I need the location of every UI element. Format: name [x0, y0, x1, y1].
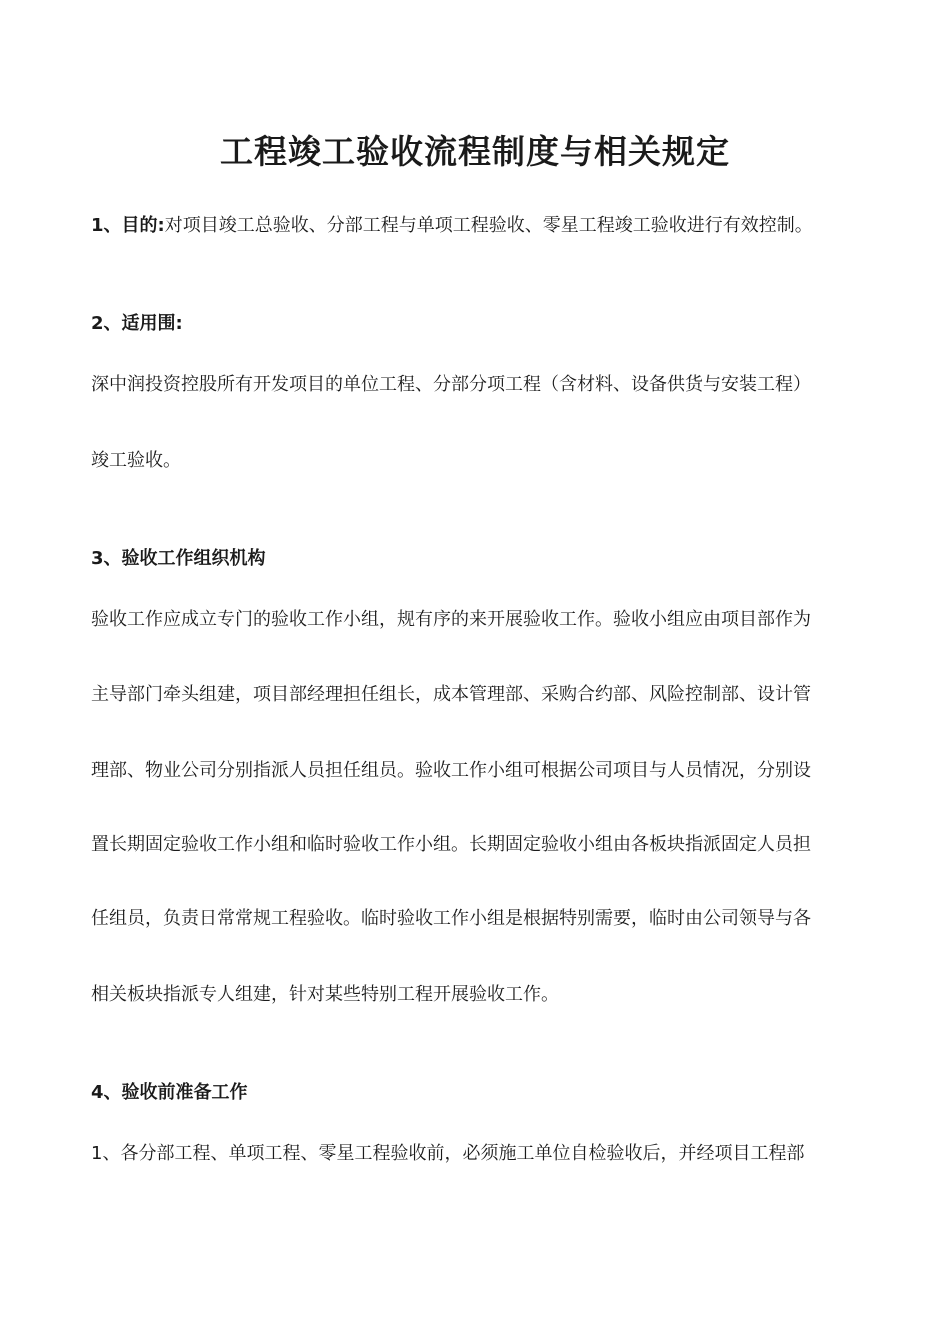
purpose-text: 对项目竣工总验收、分部工程与单项工程验收、零星工程竣工验收进行有效控制。 [164, 215, 813, 236]
preparation-heading: 4、验收前准备工作 [91, 1082, 248, 1103]
scope-line: 竣工验收。 [91, 450, 181, 471]
scope-line: 深中润投资控股所有开发项目的单位工程、分部分项工程（含材料、设备供货与安装工程） [91, 374, 811, 395]
organization-line: 任组员，负责日常常规工程验收。临时验收工作小组是根据特别需要，临时由公司领导与各 [91, 908, 811, 929]
purpose-label: 1、目的: [91, 215, 165, 236]
organization-heading: 3、验收工作组织机构 [91, 548, 266, 569]
purpose-paragraph [91, 211, 881, 241]
organization-line: 理部、物业公司分别指派人员担任组员。验收工作小组可根据公司项目与人员情况，分别设 [91, 760, 811, 781]
document-title: 工程竣工验收流程制度与相关规定 [220, 132, 730, 171]
preparation-line: 1、各分部工程、单项工程、零星工程验收前，必须施工单位自检验收后，并经项目工程部 [91, 1143, 805, 1164]
organization-line: 相关板块指派专人组建，针对某些特别工程开展验收工作。 [91, 984, 559, 1005]
organization-line: 置长期固定验收工作小组和临时验收工作小组。长期固定验收小组由各板块指派固定人员担 [91, 834, 811, 855]
organization-line: 验收工作应成立专门的验收工作小组，规有序的来开展验收工作。验收小组应由项目部作为 [91, 609, 811, 630]
organization-line: 主导部门牵头组建，项目部经理担任组长，成本管理部、采购合约部、风险控制部、设计管 [91, 684, 811, 705]
scope-heading: 2、适用围: [91, 313, 183, 334]
